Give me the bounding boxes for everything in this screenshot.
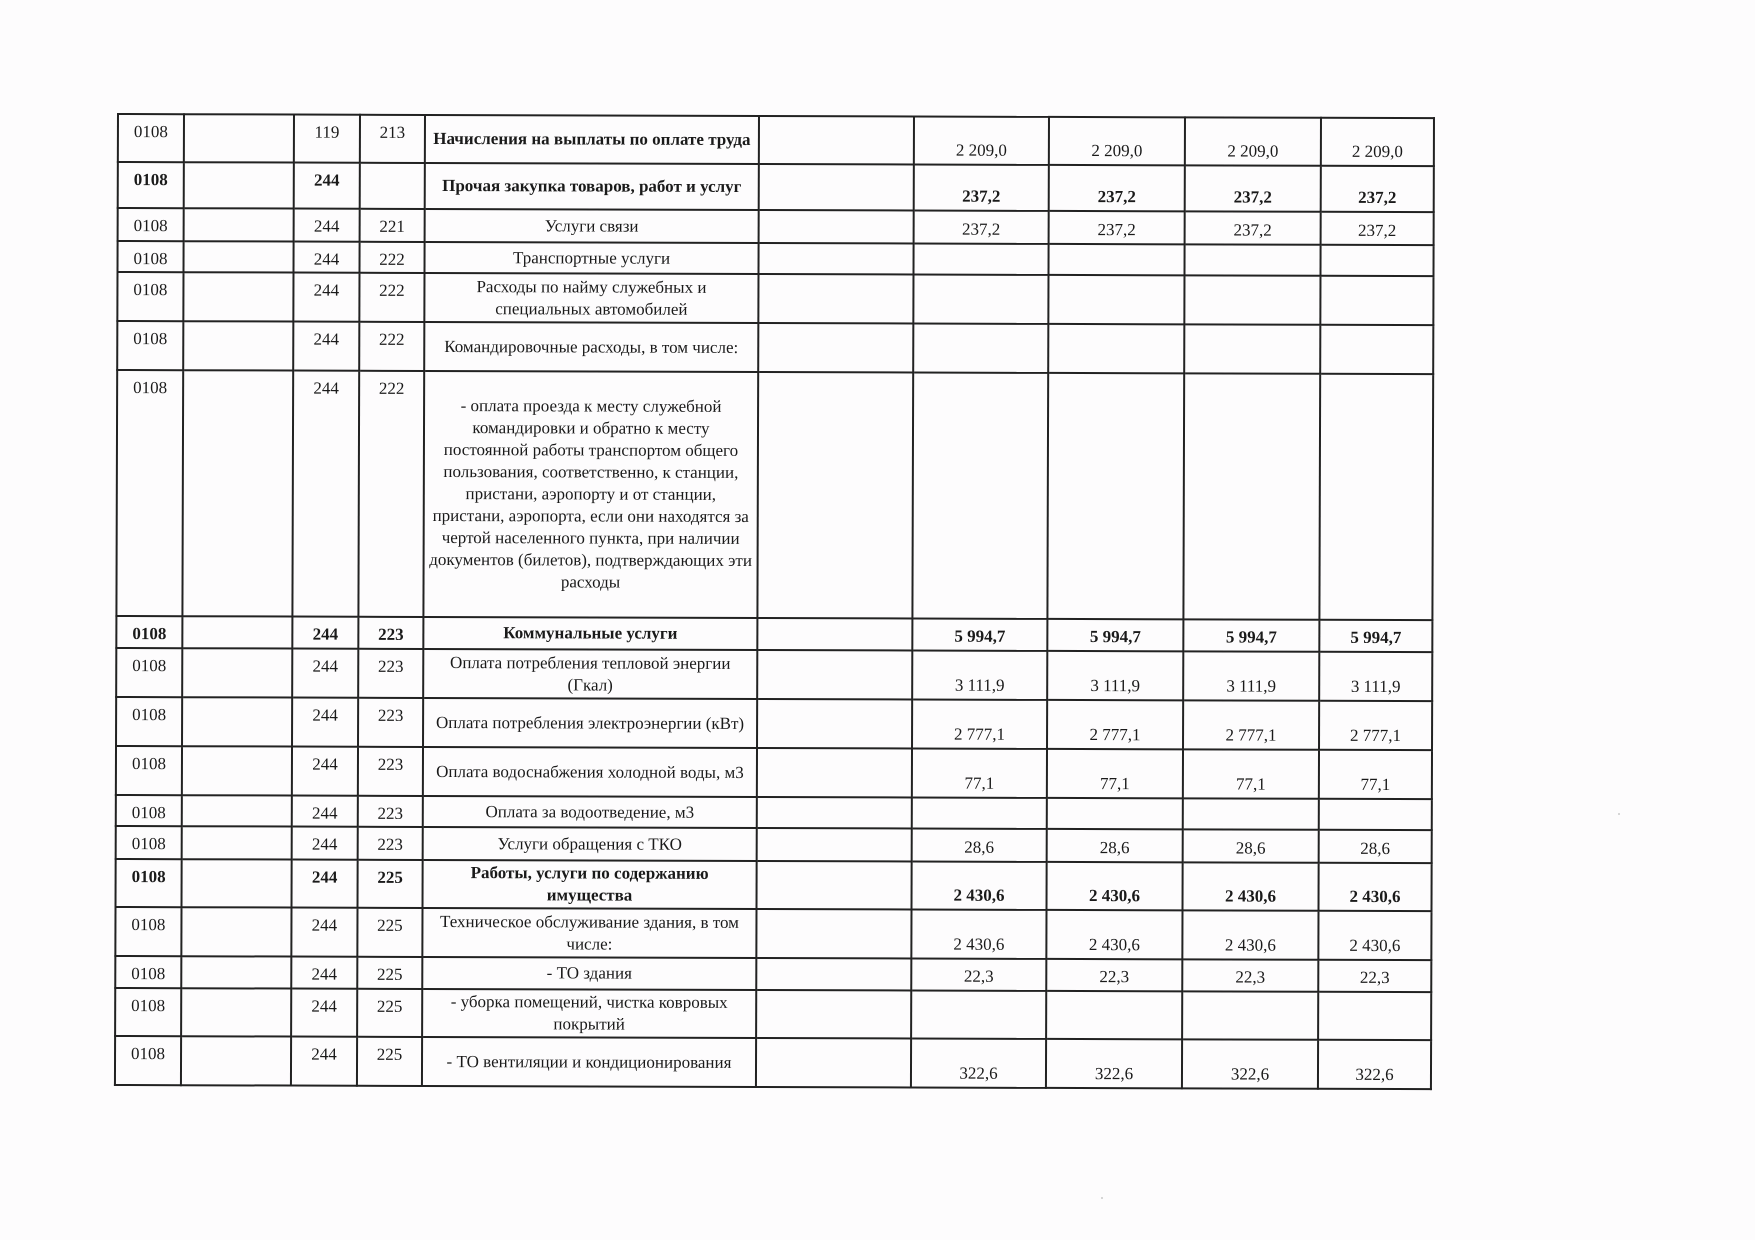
- note-cell: [757, 650, 912, 699]
- value-cell: 2 430,6: [1046, 910, 1182, 959]
- note-cell: [759, 116, 914, 164]
- value-cell: 2 430,6: [912, 862, 1047, 910]
- kvr-cell: 244: [292, 860, 358, 908]
- kosgu-cell: 222: [359, 242, 424, 273]
- kosgu-cell: 223: [358, 698, 423, 747]
- value-cell: 2 430,6: [1318, 863, 1431, 911]
- kvr-cell: 244: [294, 163, 360, 209]
- value-cell: 237,2: [1049, 165, 1185, 211]
- empty-cell: [181, 1036, 291, 1085]
- code-cell: 0108: [116, 859, 182, 907]
- note-cell: [757, 797, 912, 828]
- value-cell: 77,1: [1183, 749, 1319, 798]
- value-cell: [1047, 373, 1184, 619]
- value-cell: 237,2: [914, 165, 1049, 211]
- code-cell: 0108: [116, 795, 182, 826]
- table-row: [116, 826, 1432, 863]
- value-cell: 5 994,7: [1183, 619, 1319, 651]
- value-cell: 2 209,0: [1185, 117, 1321, 165]
- item-name: Услуги обращения с ТКО: [423, 827, 757, 861]
- value-cell: 237,2: [1185, 211, 1321, 244]
- table-row: [118, 162, 1434, 212]
- value-cell: 2 209,0: [1049, 117, 1185, 165]
- code-cell: 0108: [116, 370, 183, 616]
- value-cell: [1319, 374, 1433, 620]
- table-row: [115, 1036, 1431, 1089]
- kosgu-cell: 225: [357, 957, 422, 989]
- value-cell: 322,6: [1318, 1040, 1431, 1089]
- code-cell: 0108: [116, 697, 182, 746]
- note-cell: [758, 243, 913, 274]
- item-name: Коммунальные услуги: [423, 617, 757, 650]
- empty-cell: [182, 746, 292, 795]
- value-cell: [1182, 991, 1318, 1039]
- note-cell: [758, 323, 913, 372]
- table-row: [116, 648, 1432, 701]
- code-cell: 0108: [118, 162, 184, 208]
- empty-cell: [182, 697, 292, 746]
- empty-cell: [181, 988, 291, 1036]
- table-row: [118, 114, 1434, 166]
- kosgu-cell: 223: [358, 827, 423, 860]
- value-cell: [1318, 992, 1431, 1040]
- value-cell: 5 994,7: [1047, 619, 1183, 651]
- item-name: - ТО вентиляции и кондиционирования: [422, 1037, 756, 1087]
- kvr-cell: 244: [291, 908, 357, 957]
- kvr-cell: 244: [292, 698, 358, 747]
- value-cell: [1184, 244, 1320, 275]
- value-cell: 28,6: [1047, 829, 1183, 862]
- code-cell: 0108: [116, 826, 182, 859]
- item-name: Техническое обслуживание здания, в том числе:: [422, 908, 756, 958]
- kvr-cell: 244: [293, 273, 359, 322]
- value-cell: 237,2: [1321, 166, 1434, 212]
- code-cell: 0108: [115, 907, 181, 956]
- kosgu-cell: 225: [357, 908, 422, 957]
- table-row: [116, 746, 1432, 799]
- table-row: [115, 907, 1431, 960]
- kvr-cell: 244: [292, 796, 358, 827]
- value-cell: [913, 275, 1048, 324]
- kosgu-cell: 225: [357, 1037, 422, 1086]
- table-row: [116, 616, 1432, 652]
- code-cell: 0108: [115, 956, 181, 988]
- kosgu-cell: 222: [359, 273, 424, 322]
- note-cell: [756, 990, 911, 1038]
- note-cell: [757, 372, 913, 618]
- table-body: [115, 114, 1434, 1089]
- scan-speck: [1101, 1197, 1103, 1199]
- note-cell: [756, 1038, 911, 1087]
- value-cell: [912, 373, 1048, 619]
- value-cell: 2 430,6: [1183, 862, 1319, 910]
- table-row: [117, 272, 1433, 325]
- empty-cell: [183, 272, 293, 321]
- value-cell: 5 994,7: [1319, 620, 1432, 652]
- code-cell: 0108: [115, 988, 181, 1036]
- kosgu-cell: 222: [358, 371, 424, 617]
- kvr-cell: 244: [291, 989, 357, 1037]
- value-cell: 3 111,9: [912, 651, 1047, 700]
- kosgu-cell: [360, 163, 425, 209]
- scan-speck: [1618, 813, 1620, 815]
- value-cell: 3 111,9: [1047, 651, 1183, 700]
- table-row: [116, 859, 1432, 911]
- empty-cell: [184, 241, 294, 272]
- item-name: Работы, услуги по содержанию имущества: [423, 860, 757, 909]
- kvr-cell: 244: [292, 649, 358, 698]
- kvr-cell: 244: [292, 371, 359, 617]
- value-cell: [913, 244, 1048, 275]
- value-cell: 2 777,1: [912, 700, 1047, 749]
- note-cell: [757, 699, 912, 748]
- kvr-cell: 244: [291, 1037, 357, 1086]
- value-cell: [1047, 798, 1183, 829]
- empty-cell: [184, 208, 294, 241]
- item-name: Оплата водоснабжения холодной воды, м3: [423, 747, 757, 797]
- value-cell: [1183, 798, 1319, 829]
- kosgu-cell: 223: [358, 747, 423, 796]
- value-cell: 322,6: [1046, 1039, 1182, 1088]
- empty-cell: [182, 616, 292, 648]
- code-cell: 0108: [117, 321, 183, 370]
- item-name: Начисления на выплаты по оплате труда: [425, 115, 759, 164]
- value-cell: [1183, 373, 1320, 619]
- kvr-cell: 244: [292, 827, 358, 860]
- value-cell: 237,2: [1321, 212, 1434, 245]
- item-name: Транспортные услуги: [424, 242, 758, 274]
- empty-cell: [184, 162, 294, 208]
- kosgu-cell: 223: [358, 796, 423, 827]
- value-cell: 3 111,9: [1183, 651, 1319, 700]
- value-cell: 322,6: [911, 1038, 1046, 1087]
- note-cell: [757, 748, 912, 797]
- empty-cell: [184, 114, 294, 162]
- note-cell: [757, 618, 912, 650]
- code-cell: 0108: [115, 1036, 181, 1085]
- note-cell: [757, 828, 912, 861]
- code-cell: 0108: [116, 648, 182, 697]
- item-name: Услуги связи: [425, 209, 759, 243]
- empty-cell: [183, 321, 293, 370]
- value-cell: 237,2: [1185, 165, 1321, 211]
- value-cell: [1048, 275, 1184, 324]
- code-cell: 0108: [116, 616, 182, 648]
- value-cell: 77,1: [1047, 749, 1183, 798]
- kvr-cell: 244: [291, 957, 357, 989]
- kosgu-cell: 223: [358, 649, 423, 698]
- value-cell: 2 430,6: [1047, 862, 1183, 910]
- note-cell: [757, 861, 912, 909]
- empty-cell: [181, 907, 291, 956]
- value-cell: 28,6: [912, 829, 1047, 862]
- empty-cell: [182, 648, 292, 697]
- table-row: [117, 321, 1433, 374]
- kosgu-cell: 225: [358, 860, 423, 908]
- value-cell: 2 777,1: [1319, 701, 1432, 750]
- empty-cell: [182, 859, 292, 907]
- kosgu-cell: 221: [360, 209, 425, 242]
- value-cell: [1046, 991, 1182, 1039]
- kosgu-cell: 213: [360, 115, 425, 163]
- item-name: Оплата за водоотведение, м3: [423, 796, 757, 828]
- value-cell: [1048, 324, 1184, 373]
- table-row: [116, 370, 1433, 620]
- table-row: [116, 795, 1432, 830]
- value-cell: [1184, 324, 1320, 373]
- value-cell: 2 777,1: [1183, 700, 1319, 749]
- code-cell: 0108: [118, 114, 184, 162]
- value-cell: 22,3: [1318, 960, 1431, 992]
- value-cell: [1320, 276, 1433, 325]
- empty-cell: [182, 370, 293, 616]
- note-cell: [756, 909, 911, 958]
- budget-table: [114, 113, 1435, 1090]
- item-name: Командировочные расходы, в том числе:: [424, 322, 758, 372]
- note-cell: [758, 274, 913, 323]
- value-cell: 2 209,0: [1321, 118, 1434, 166]
- item-name: Расходы по найму служебных и специальных автомобилей: [424, 273, 758, 323]
- kvr-cell: 119: [294, 115, 360, 163]
- table-row: [118, 208, 1434, 245]
- value-cell: [913, 324, 1048, 373]
- value-cell: [1320, 325, 1433, 374]
- value-cell: 3 111,9: [1319, 652, 1432, 701]
- value-cell: [912, 798, 1047, 829]
- table-row: [118, 241, 1434, 276]
- item-name: - оплата проезда к месту служебной командировки и обратно к месту постоянной работы транспортом общего пользования, соответственно, к станции, пристани, аэропорту и от станции, пристани, аэропорта, если они находятся за чертой населенного пункта, при наличии документов (билетов), подтверждающих эти расходы: [423, 371, 758, 618]
- kvr-cell: 244: [293, 242, 359, 273]
- item-name: Прочая закупка товаров, работ и услуг: [425, 163, 759, 210]
- code-cell: 0108: [117, 272, 183, 321]
- value-cell: 22,3: [911, 958, 1046, 990]
- empty-cell: [181, 956, 291, 988]
- value-cell: 2 209,0: [914, 117, 1049, 165]
- value-cell: 2 430,6: [911, 909, 1046, 958]
- item-name: Оплата потребления тепловой энергии (Гкал): [423, 649, 757, 699]
- note-cell: [759, 164, 914, 210]
- kosgu-cell: 222: [359, 322, 424, 371]
- value-cell: 28,6: [1319, 830, 1432, 863]
- kosgu-cell: 225: [357, 989, 422, 1037]
- value-cell: 2 430,6: [1318, 911, 1431, 960]
- code-cell: 0108: [118, 208, 184, 241]
- empty-cell: [182, 795, 292, 826]
- empty-cell: [182, 826, 292, 859]
- table-row: [115, 956, 1431, 992]
- value-cell: 237,2: [914, 211, 1049, 244]
- value-cell: [1048, 244, 1184, 275]
- note-cell: [759, 210, 914, 243]
- kvr-cell: 244: [292, 617, 358, 649]
- item-name: Оплата потребления электроэнергии (кВт): [423, 698, 757, 748]
- value-cell: 77,1: [912, 749, 1047, 798]
- kosgu-cell: 223: [358, 617, 423, 649]
- value-cell: 22,3: [1046, 959, 1182, 991]
- value-cell: 322,6: [1182, 1039, 1318, 1088]
- table-row: [116, 697, 1432, 750]
- value-cell: [1319, 799, 1432, 830]
- value-cell: 77,1: [1319, 750, 1432, 799]
- kvr-cell: 244: [292, 747, 358, 796]
- note-cell: [756, 958, 911, 990]
- kvr-cell: 244: [293, 322, 359, 371]
- code-cell: 0108: [116, 746, 182, 795]
- value-cell: 28,6: [1183, 829, 1319, 862]
- item-name: - уборка помещений, чистка ковровых покрытий: [422, 989, 756, 1038]
- value-cell: 5 994,7: [912, 619, 1047, 651]
- code-cell: 0108: [118, 241, 184, 272]
- value-cell: [1184, 275, 1320, 324]
- value-cell: [911, 990, 1046, 1038]
- value-cell: 2 777,1: [1047, 700, 1183, 749]
- value-cell: [1320, 245, 1433, 276]
- value-cell: 2 430,6: [1182, 910, 1318, 959]
- table-row: [115, 988, 1431, 1040]
- value-cell: 22,3: [1182, 959, 1318, 991]
- item-name: - ТО здания: [422, 957, 756, 990]
- value-cell: 237,2: [1049, 211, 1185, 244]
- kvr-cell: 244: [294, 209, 360, 242]
